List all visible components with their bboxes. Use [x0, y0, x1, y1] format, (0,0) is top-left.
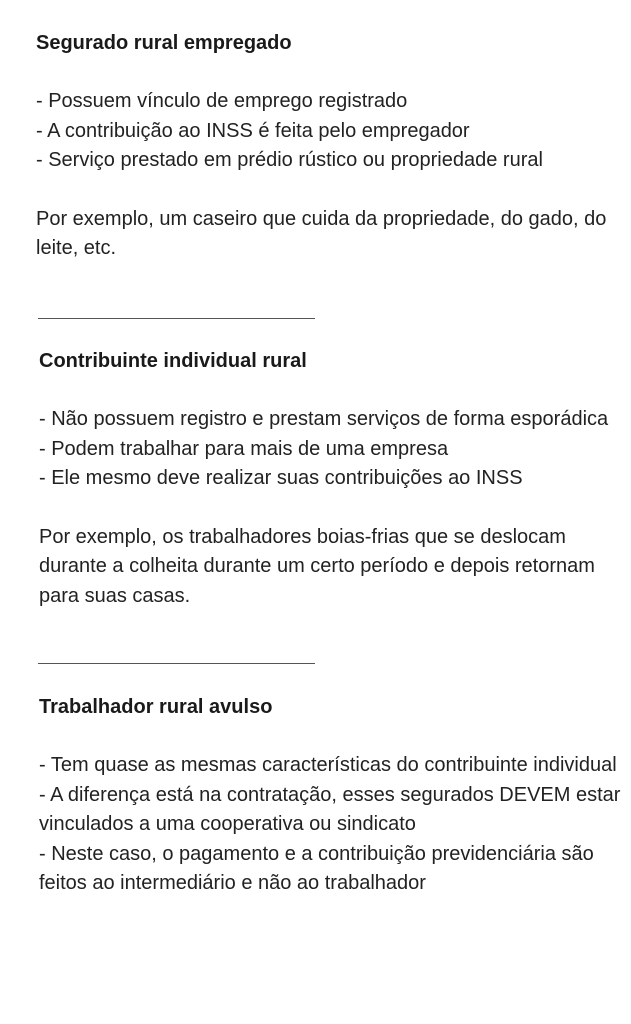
section-segurado-rural-empregado: [36, 28, 626, 264]
bullet-list: [39, 751, 629, 899]
bullet-list: [39, 405, 629, 494]
section-title: Contribuinte individual rural: [39, 350, 307, 372]
section-title: Trabalhador rural avulso: [39, 696, 273, 718]
bullet-item: - Possuem vínculo de emprego registrado: [36, 90, 408, 112]
example-text: Por exemplo, os trabalhadores boias-frias que se deslocam durante a colheita durante um certo período e depois retornam para suas casas.: [39, 525, 595, 607]
bullet-item: - Não possuem registro e prestam serviços de forma esporádica: [39, 408, 609, 430]
bullet-list: [36, 87, 626, 176]
bullet-item: - Ele mesmo deve realizar suas contribuições ao INSS: [39, 467, 523, 490]
bullet-item: - A diferença está na contratação, esses segurados DEVEM estar vinculados a uma cooperativa ou sindicato: [39, 783, 621, 836]
section-divider: [38, 318, 315, 319]
section-trabalhador-rural-avulso: [39, 692, 629, 899]
bullet-item: - Tem quase as mesmas características do contribuinte individual: [39, 754, 617, 776]
bullet-item: - Serviço prestado em prédio rústico ou propriedade rural: [36, 149, 543, 172]
section-contribuinte-individual-rural: [39, 346, 629, 612]
example-text: Por exemplo, um caseiro que cuida da propriedade, do gado, do leite, etc.: [36, 207, 607, 260]
section-title: Segurado rural empregado: [36, 32, 292, 54]
bullet-item: - Podem trabalhar para mais de uma empresa: [39, 437, 449, 460]
bullet-item: - A contribuição ao INSS é feita pelo empregador: [36, 119, 470, 142]
bullet-item: - Neste caso, o pagamento e a contribuição previdenciária são feitos ao intermediário e não ao trabalhador: [39, 842, 594, 895]
section-divider: [38, 663, 315, 664]
